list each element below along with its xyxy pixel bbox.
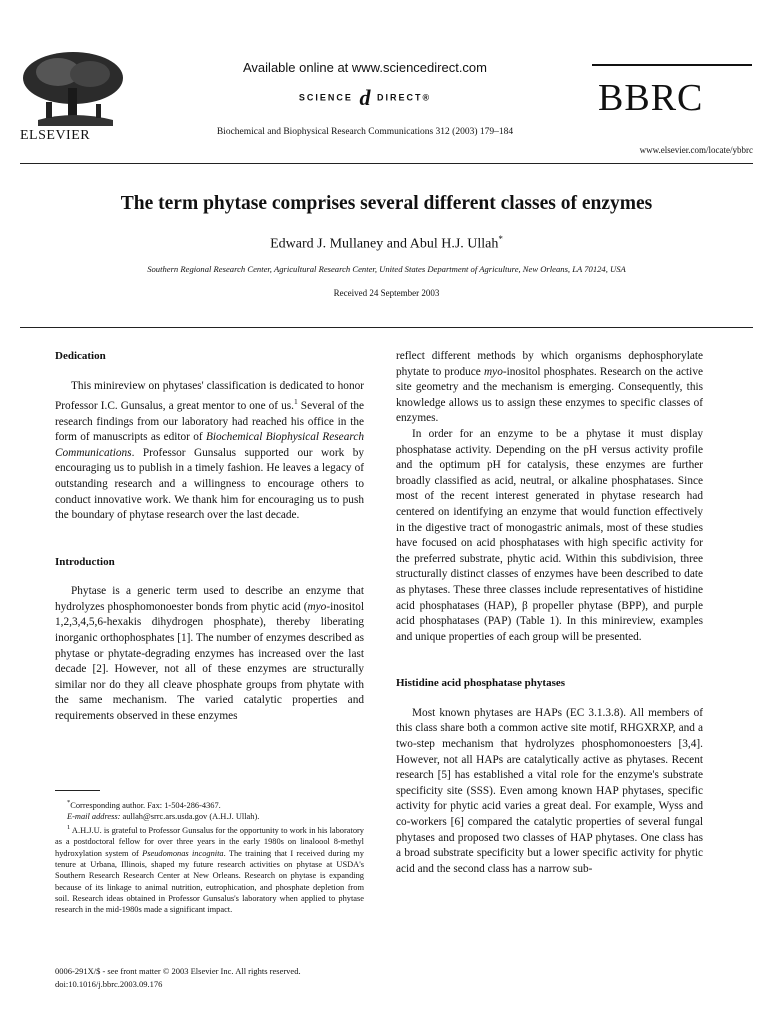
introduction-paragraph: Phytase is a generic term used to describe an enzyme that hydrolyzes phosphomonoester bonds from phytic acid (myo-inositol 1,2,3,4,5,6-hexakis dihydrogen phosphate), thereby liberating inorganic orthophosphates [1]. The number of enzymes described as phytase or phytate-degrading enzymes has increased over the last decade [2]. However, not all of these enzymes are structurally similar nor do they all cleave phosphate groups from phytate with the same mechanism. The varied catalytic properties and requirements observed in these enzymes bbox=[55, 585, 364, 723]
left-column bbox=[55, 349, 364, 725]
authors-text: Edward J. Mullaney and Abul H.J. Ullah bbox=[270, 236, 499, 252]
footnote-1: $^1$ A.H.J.U. is grateful to Professor Gunsalus for the opportunity to work in his laboratory as a postdoctoral fellow for over three years in the early 1980s on linaloool 8-methyl hydroxylation system of Pseudomonas incognita. The training that I received during my tenure at Urbana, Illinois, shaped my future research activities on phytase at USDA's Southern Research Research Center at New Orleans. Research on phytase is expanding because of its linkage to animal nutrition, eutrophication, and phosphate depletion from soil. Research ideas obtained in Professor Gunsalus's laboratory when applied to phytase research in the mid-1980s made a significant impact. bbox=[55, 824, 364, 915]
footnotes bbox=[55, 797, 364, 916]
title-rule bbox=[20, 327, 753, 328]
bbrc-rule bbox=[592, 64, 752, 66]
front-matter bbox=[55, 965, 395, 990]
sciencedirect-logo bbox=[255, 85, 475, 111]
author-mark: * bbox=[498, 234, 503, 244]
sd-right: DIRECT® bbox=[376, 92, 432, 103]
hap-paragraph: Most known phytases are HAPs (EC 3.1.3.8). All members of this class share both a common active site motif, RHGXRXP, and a two-step mechanism that hydrolyzes phosphomonoesters [3,4]. However, not all HAPs are catalytically active as phytases. Recent research [5] has established a vital role for the enzyme's substrate specificity site (SSS). Even among known HAP phytases, specific activity for phytic acid varies a great deal. For example, Wyss and co-workers [6] compared the catalytic properties of several fungal phytases and proposed two classes of HAP phytases. One class has a broad substrate specificity but a lower specific activity for phytic acid and the second class has a narrow sub- bbox=[396, 706, 703, 875]
sd-at-icon: d bbox=[359, 85, 371, 110]
publisher-name: ELSEVIER bbox=[20, 128, 91, 143]
corresponding-author-note: *Corresponding author. Fax: 1-504-286-4367. bbox=[67, 799, 221, 810]
phosphatase-paragraph: In order for an enzyme to be a phytase it must display phosphatase activity. Depending on the pH versus activity profile and the optimum pH for catalysis, these enzymes are further broadly classified as acid, neutral, or alkaline phosphatases. Since most of the recent interest generated in phytase research had centered on identifying an enzyme that would function effectively in the digestive tract of monogastric animals, most of these studies have focused on acid phosphatases with high specific activity for the preferred substrate, phytic acid. Within this subdivision, three structurally distinct classes of enzymes have been described to date as phytases. These three classes include representatives of histidine acid phosphatases (HAP), β propeller phytase (BPP), and purple acid phosphatases (PAP) (Table 1). In this minireview, examples and unique properties of each group will be presented. bbox=[396, 427, 703, 643]
footnote-rule bbox=[55, 790, 100, 791]
received-date: Received 24 September 2003 bbox=[333, 288, 440, 298]
dedication-heading: Dedication bbox=[55, 350, 106, 362]
continued-paragraph: reflect different methods by which organisms dephosphorylate phytate to produce myo-inositol phosphates. Research on the active site geometry and the mechanism is emerging. Consequently, this knowledge allows us to assign these enzymes to specific classes of enzymes. bbox=[396, 350, 703, 425]
article-authors bbox=[20, 234, 753, 253]
journal-url[interactable]: www.elsevier.com/locate/ybbrc bbox=[639, 145, 753, 155]
introduction-heading: Introduction bbox=[55, 555, 115, 568]
journal-abbrev: BBRC bbox=[598, 77, 704, 119]
header-rule bbox=[20, 163, 753, 164]
doi-line[interactable]: doi:10.1016/j.bbrc.2003.09.176 bbox=[55, 978, 163, 989]
affiliation: Southern Regional Research Center, Agricultural Research Center, United States Department of Agriculture, New Orleans, LA 70124, USA bbox=[147, 264, 626, 274]
article-title: The term phytase comprises several different classes of enzymes bbox=[120, 193, 653, 214]
journal-citation: Biochemical and Biophysical Research Communications 312 (2003) 179–184 bbox=[216, 127, 514, 137]
right-column bbox=[396, 349, 703, 877]
email-note: E-mail address: aullah@srrc.ars.usda.gov (A.H.J. Ullah). bbox=[67, 812, 260, 822]
available-online-text: Available online at www.sciencedirect.com bbox=[243, 60, 487, 75]
elsevier-tree-logo bbox=[18, 50, 128, 128]
sd-left: SCIENCE bbox=[298, 92, 353, 103]
dedication-paragraph: This minireview on phytases' classification is dedicated to honor Professor I.C. Gunsalus, a great mentor to one of us.$^1$ Several of the research findings from our laboratory had reached his office in the form of manuscripts as editor of Biochemical Biophysical Research Communications. Professor Gunsalus supported our work by encouraging us to publish in a timely fashion. He leaves a legacy of outstanding research and a willingness to encourage others to conduct innovative work. We thank him for encouraging us to push the boundary of phytase research over the last decade. bbox=[55, 379, 364, 522]
front-matter-line: 0006-291X/$ - see front matter © 2003 Elsevier Inc. All rights reserved. bbox=[55, 966, 301, 976]
hap-heading: Histidine acid phosphatase phytases bbox=[396, 677, 566, 690]
